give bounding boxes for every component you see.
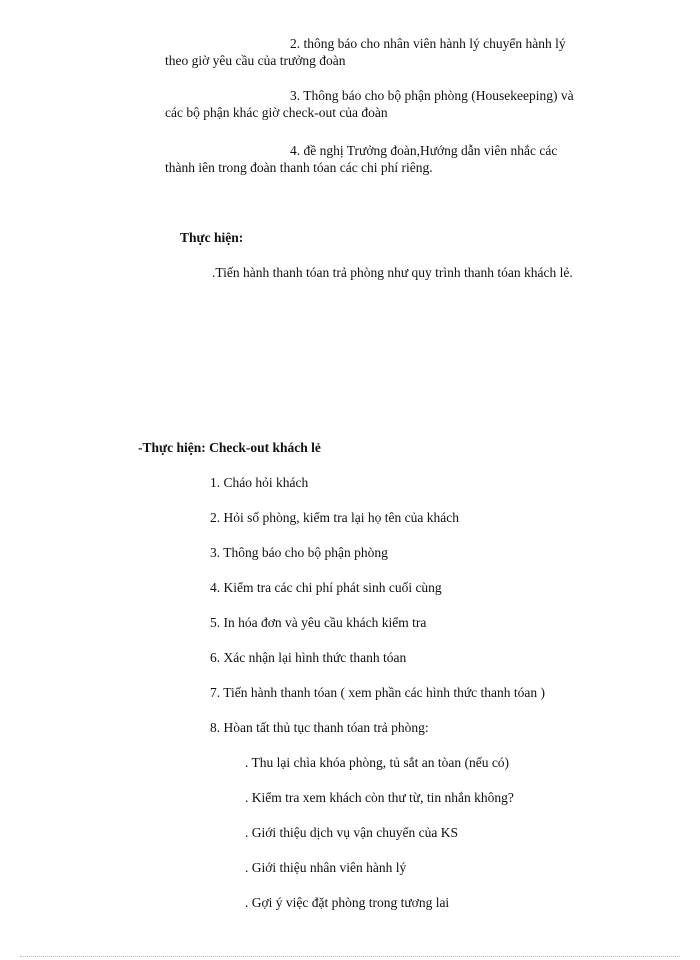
substep-5: . Gợi ý việc đặt phòng trong tương lai <box>245 895 450 910</box>
page-bottom-divider <box>20 956 680 957</box>
intro-item-3-line2: các bộ phận khác giờ check-out của đoàn <box>165 105 388 120</box>
step-2: 2. Hỏi số phòng, kiểm tra lại họ tên của khách <box>210 510 459 525</box>
substep-4: . Giới thiệu nhân viên hành lý <box>245 860 407 875</box>
step-7: 7. Tiến hành thanh tóan ( xem phần các hình thức thanh tóan ) <box>210 685 545 700</box>
substep-1: . Thu lại chìa khóa phòng, tủ sắt an tòan (nếu có) <box>245 755 510 770</box>
substep-2: . Kiểm tra xem khách còn thư từ, tin nhắn không? <box>245 790 514 805</box>
section1-text: .Tiến hành thanh tóan trả phòng như quy trình thanh tóan khách lẻ. <box>212 265 573 280</box>
step-6: 6. Xác nhận lại hình thức thanh tóan <box>210 650 407 665</box>
step-8: 8. Hòan tất thủ tục thanh tóan trả phòng: <box>210 720 429 735</box>
step-1: 1. Cháo hỏi khách <box>210 475 309 490</box>
section1-heading: Thực hiện: <box>180 230 244 245</box>
step-4: 4. Kiểm tra các chi phí phát sinh cuối cùng <box>210 580 442 595</box>
section2-heading: -Thực hiện: Check-out khách lẻ <box>138 440 321 455</box>
intro-item-2-line2: theo giờ yêu cầu của trưởng đoàn <box>165 53 346 68</box>
step-3: 3. Thông báo cho bộ phận phòng <box>210 545 388 560</box>
intro-item-3-line1: 3. Thông báo cho bộ phận phòng (Housekeeping) và <box>290 88 574 103</box>
intro-item-2-line1: 2. thông báo cho nhân viên hành lý chuyển hành lý <box>290 36 566 51</box>
substep-3: . Giới thiệu dịch vụ vận chuyển của KS <box>245 825 458 840</box>
intro-item-4-line1: 4. đề nghị Trưởng đoàn,Hướng dẫn viên nhắc các <box>290 143 558 158</box>
step-5: 5. In hóa đơn và yêu cầu khách kiểm tra <box>210 615 427 630</box>
intro-item-4-line2: thành iên trong đoàn thanh tóan các chi phí riêng. <box>165 160 433 175</box>
